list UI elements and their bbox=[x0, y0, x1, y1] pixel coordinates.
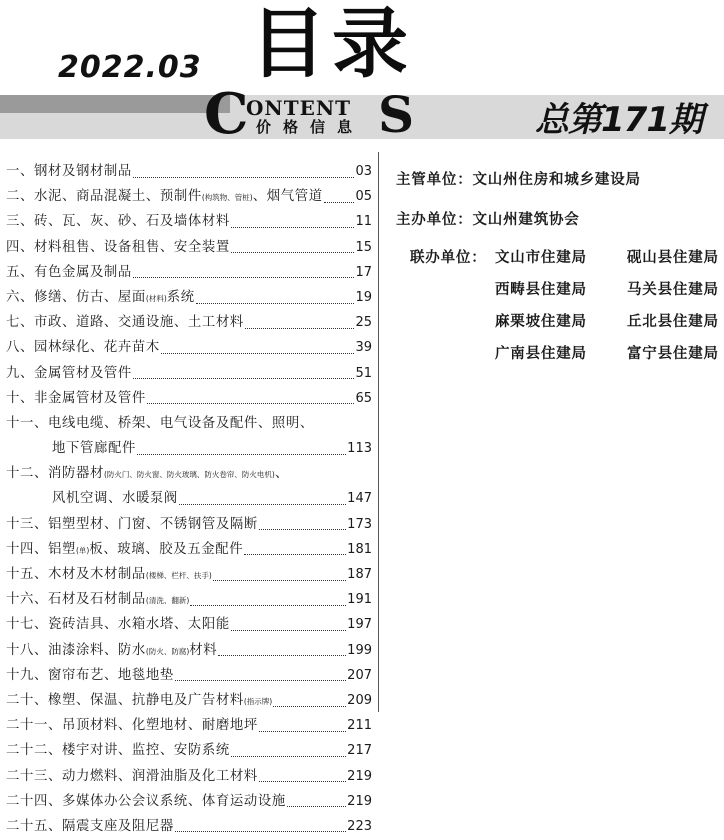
toc-page-number: 113 bbox=[347, 441, 372, 457]
organizer-value: 文山州建筑协会 bbox=[472, 212, 580, 228]
toc-note: (构筑物、管桩) bbox=[201, 193, 253, 203]
toc-entry bbox=[6, 462, 372, 512]
issue-number: 总第171期 bbox=[535, 100, 702, 140]
toc-page-number: 211 bbox=[347, 718, 372, 734]
toc-page-number: 181 bbox=[347, 541, 372, 557]
toc-page-number: 03 bbox=[355, 164, 372, 179]
toc-title: 钢材及钢材制品 bbox=[33, 164, 132, 179]
toc-line bbox=[6, 311, 372, 336]
toc-line bbox=[6, 362, 372, 387]
toc-leader bbox=[259, 529, 346, 530]
toc-page-number: 11 bbox=[355, 214, 372, 230]
toc-title: 金属管材及管件 bbox=[33, 365, 132, 381]
toc-note: (材料) bbox=[145, 293, 167, 303]
column-divider bbox=[378, 152, 379, 712]
toc-title: 隔震支座及阻尼器 bbox=[61, 818, 174, 834]
toc-leader bbox=[133, 277, 355, 278]
toc-number: 九、 bbox=[6, 365, 34, 381]
toc-line bbox=[6, 236, 372, 261]
toc-line bbox=[6, 286, 372, 311]
toc-title: 油漆涂料、防水 bbox=[47, 642, 146, 658]
toc-leader bbox=[147, 403, 355, 404]
toc-line bbox=[6, 790, 372, 815]
toc-title: 瓷砖洁具、水箱水塔、太阳能 bbox=[47, 617, 230, 633]
toc-title: 材料租售、设备租售、安全装置 bbox=[33, 239, 230, 255]
toc-page-number: 39 bbox=[355, 340, 372, 356]
toc-entry bbox=[6, 588, 372, 613]
co-organizer: 广南县住建局 bbox=[495, 346, 587, 362]
toc-line bbox=[6, 739, 372, 764]
toc-line bbox=[6, 261, 372, 286]
co-organizer: 砚山县住建局 bbox=[627, 250, 719, 266]
toc-line bbox=[6, 639, 372, 664]
toc-note: (清洗、翻新) bbox=[145, 596, 190, 606]
issue-date: 2022.03 bbox=[58, 50, 202, 85]
toc-page-number: 19 bbox=[355, 289, 372, 305]
toc-leader bbox=[231, 756, 346, 757]
page-title: 目录 bbox=[250, 0, 414, 88]
toc-title: 材料 bbox=[189, 642, 218, 658]
toc-page-number: 187 bbox=[347, 567, 372, 582]
toc-entry bbox=[6, 765, 372, 790]
toc-entry bbox=[6, 185, 372, 210]
toc-page-number: 223 bbox=[347, 818, 372, 834]
toc-leader bbox=[133, 177, 355, 178]
toc-line bbox=[6, 487, 372, 512]
toc-number: 二十二、 bbox=[6, 743, 62, 759]
toc-line bbox=[6, 185, 372, 210]
toc-number: 二十三、 bbox=[6, 768, 62, 784]
toc-entry bbox=[6, 513, 372, 538]
toc-number: 二十四、 bbox=[6, 793, 62, 809]
toc-entry bbox=[6, 664, 372, 689]
toc-number: 二、 bbox=[6, 189, 34, 205]
toc-page-number: 51 bbox=[355, 365, 372, 381]
supervisor-label: 主管单位： bbox=[396, 172, 473, 188]
toc-page-number: 217 bbox=[347, 743, 372, 759]
toc-title: 铝塑型材、门窗、不锈钢管及隔断 bbox=[47, 516, 258, 532]
toc-title: 楼宇对讲、监控、安防系统 bbox=[61, 743, 230, 759]
toc-number: 十一、 bbox=[6, 415, 48, 431]
toc-number: 十九、 bbox=[6, 667, 48, 683]
toc-title: 系统 bbox=[166, 289, 195, 305]
toc-note: (防火门、防火窗、防火玻璃、防火卷帘、防火电机) bbox=[103, 470, 275, 480]
toc-line bbox=[6, 563, 372, 588]
toc-leader bbox=[218, 655, 346, 656]
toc-entry bbox=[6, 689, 372, 714]
toc-title: 砖、瓦、灰、砂、石及墙体材料 bbox=[33, 214, 230, 230]
toc-note: (楼梯、栏杆、扶手) bbox=[145, 571, 212, 580]
toc-number: 十八、 bbox=[6, 642, 48, 658]
toc-leader bbox=[231, 630, 346, 631]
toc-line bbox=[6, 412, 372, 437]
toc-title: 多媒体办公会议系统、体育运动设施 bbox=[61, 793, 286, 809]
toc-number: 十、 bbox=[6, 390, 34, 406]
toc-line bbox=[6, 815, 372, 840]
co-organizer: 富宁县住建局 bbox=[627, 346, 719, 362]
toc-entry bbox=[6, 362, 372, 387]
organizer-row bbox=[396, 208, 580, 229]
toc-page-number: 207 bbox=[347, 667, 372, 683]
toc-page-number: 25 bbox=[355, 315, 372, 331]
toc-title: 、 bbox=[274, 466, 289, 482]
header-band-dark bbox=[0, 95, 230, 113]
supervisor-value: 文山州住房和城乡建设局 bbox=[472, 172, 641, 188]
toc-number: 三、 bbox=[6, 214, 34, 230]
toc-page-number: 05 bbox=[355, 189, 372, 205]
toc-line bbox=[6, 664, 372, 689]
contents-logo-c: C bbox=[204, 81, 249, 147]
toc-title: 板、玻璃、胶及五金配件 bbox=[89, 541, 244, 557]
toc-line bbox=[6, 714, 372, 739]
toc-entry bbox=[6, 538, 372, 563]
contents-logo-middle: ONTENT bbox=[246, 96, 351, 120]
toc-title: 消防器材 bbox=[47, 466, 104, 482]
toc-title: 橡塑、保温、抗静电及广告材料 bbox=[47, 692, 244, 708]
toc-leader bbox=[231, 227, 355, 228]
toc-leader bbox=[213, 580, 346, 581]
co-organizer: 麻栗坡住建局 bbox=[495, 314, 587, 330]
toc-leader bbox=[133, 378, 355, 379]
toc-entry bbox=[6, 639, 372, 664]
toc-leader bbox=[190, 605, 346, 606]
toc-entry bbox=[6, 160, 372, 185]
organizer-label: 主办单位： bbox=[396, 212, 473, 228]
co-organizer: 丘北县住建局 bbox=[627, 314, 719, 330]
toc-number: 十七、 bbox=[6, 617, 48, 633]
toc-title: 市政、道路、交通设施、土工材料 bbox=[33, 315, 244, 331]
toc-entry bbox=[6, 261, 372, 286]
contents-logo-s: S bbox=[378, 85, 415, 144]
toc-entry bbox=[6, 210, 372, 235]
toc-leader bbox=[287, 806, 346, 807]
toc-line bbox=[6, 538, 372, 563]
toc-leader bbox=[231, 252, 355, 253]
toc-leader bbox=[175, 680, 346, 681]
toc-page-number: 219 bbox=[347, 793, 372, 809]
toc-leader bbox=[175, 831, 346, 832]
toc-line bbox=[6, 613, 372, 638]
toc-entry bbox=[6, 387, 372, 412]
toc-page-number: 219 bbox=[347, 768, 372, 784]
toc-number: 十二、 bbox=[6, 466, 48, 482]
toc-title: 地下管廊配件 bbox=[52, 441, 136, 457]
toc-title: 石材及石材制品 bbox=[47, 592, 146, 608]
toc-title: 风机空调、水暖泵阀 bbox=[52, 491, 178, 507]
toc-line bbox=[6, 513, 372, 538]
toc-entry bbox=[6, 563, 372, 588]
toc-number: 一、 bbox=[6, 164, 34, 179]
co-organizer: 马关县住建局 bbox=[627, 282, 719, 298]
toc-line bbox=[6, 689, 372, 714]
toc-title: 园林绿化、花卉苗木 bbox=[33, 340, 160, 356]
toc-note: (单) bbox=[75, 545, 90, 555]
toc-number: 四、 bbox=[6, 239, 34, 255]
co-organizer: 西畴县住建局 bbox=[495, 282, 587, 298]
toc-title: 铝塑 bbox=[47, 541, 76, 557]
toc-title: 修缮、仿古、屋面 bbox=[33, 289, 146, 305]
toc-page-number: 199 bbox=[347, 642, 372, 658]
toc-page-number: 173 bbox=[347, 516, 372, 532]
toc-number: 十四、 bbox=[6, 541, 48, 557]
toc-page-number: 147 bbox=[347, 491, 372, 507]
co-organizer-label: 联办单位： bbox=[410, 250, 487, 266]
toc-line bbox=[6, 437, 372, 462]
toc-page-number: 209 bbox=[347, 692, 372, 708]
toc-leader bbox=[137, 454, 346, 455]
toc-line bbox=[6, 765, 372, 790]
toc-number: 十五、 bbox=[6, 567, 48, 582]
supervisor-row bbox=[396, 168, 641, 189]
toc-entry bbox=[6, 739, 372, 764]
toc-number: 二十一、 bbox=[6, 718, 62, 734]
toc-leader bbox=[324, 202, 355, 203]
toc-page-number: 65 bbox=[355, 390, 372, 406]
toc-leader bbox=[245, 328, 355, 329]
toc-line bbox=[6, 160, 372, 185]
toc-entry bbox=[6, 815, 372, 840]
toc-title: 窗帘布艺、地毯地垫 bbox=[47, 667, 174, 683]
toc-number: 十六、 bbox=[6, 592, 48, 608]
toc-page-number: 15 bbox=[355, 239, 372, 255]
toc-entry bbox=[6, 613, 372, 638]
toc-line bbox=[6, 210, 372, 235]
toc-page-number: 197 bbox=[347, 617, 372, 633]
toc-number: 二十、 bbox=[6, 692, 48, 708]
toc-entry bbox=[6, 790, 372, 815]
toc-leader bbox=[244, 554, 346, 555]
toc-title: 吊顶材料、化塑地材、耐磨地坪 bbox=[61, 718, 258, 734]
toc-title: 电线电缆、桥架、电气设备及配件、照明、 bbox=[47, 415, 314, 431]
toc-entry bbox=[6, 412, 372, 462]
toc-number: 六、 bbox=[6, 289, 34, 305]
toc-line bbox=[6, 588, 372, 613]
toc-entry bbox=[6, 336, 372, 361]
toc-number: 八、 bbox=[6, 340, 34, 356]
toc-line bbox=[6, 462, 372, 487]
toc-title: 非金属管材及管件 bbox=[33, 390, 146, 406]
toc-leader bbox=[161, 353, 355, 354]
toc-leader bbox=[196, 303, 355, 304]
toc-title: 水泥、商品混凝土、预制件 bbox=[33, 189, 202, 205]
toc-page-number: 17 bbox=[355, 264, 372, 280]
toc-title: 木材及木材制品 bbox=[47, 567, 146, 582]
toc-entry bbox=[6, 236, 372, 261]
toc-entry bbox=[6, 286, 372, 311]
toc-number: 五、 bbox=[6, 264, 34, 280]
toc-leader bbox=[259, 781, 346, 782]
toc-note: (防火、防腐) bbox=[145, 646, 190, 656]
toc-entry bbox=[6, 714, 372, 739]
toc-title: 有色金属及制品 bbox=[33, 264, 132, 280]
toc-entry bbox=[6, 311, 372, 336]
toc-line bbox=[6, 387, 372, 412]
toc-title: 动力燃料、润滑油脂及化工材料 bbox=[61, 768, 258, 784]
toc-leader bbox=[179, 504, 346, 505]
toc-leader bbox=[259, 731, 346, 732]
toc-line bbox=[6, 336, 372, 361]
subtitle-price-info: 价格信息 bbox=[256, 118, 365, 136]
co-organizer: 文山市住建局 bbox=[495, 250, 587, 266]
toc-page-number: 191 bbox=[347, 592, 372, 608]
toc-number: 二十五、 bbox=[6, 818, 62, 834]
toc-number: 十三、 bbox=[6, 516, 48, 532]
toc-leader bbox=[273, 706, 346, 707]
toc-number: 七、 bbox=[6, 315, 34, 331]
toc-note: (指示牌) bbox=[243, 696, 273, 706]
table-of-contents bbox=[6, 160, 372, 840]
toc-title: 、烟气管道 bbox=[252, 189, 323, 205]
